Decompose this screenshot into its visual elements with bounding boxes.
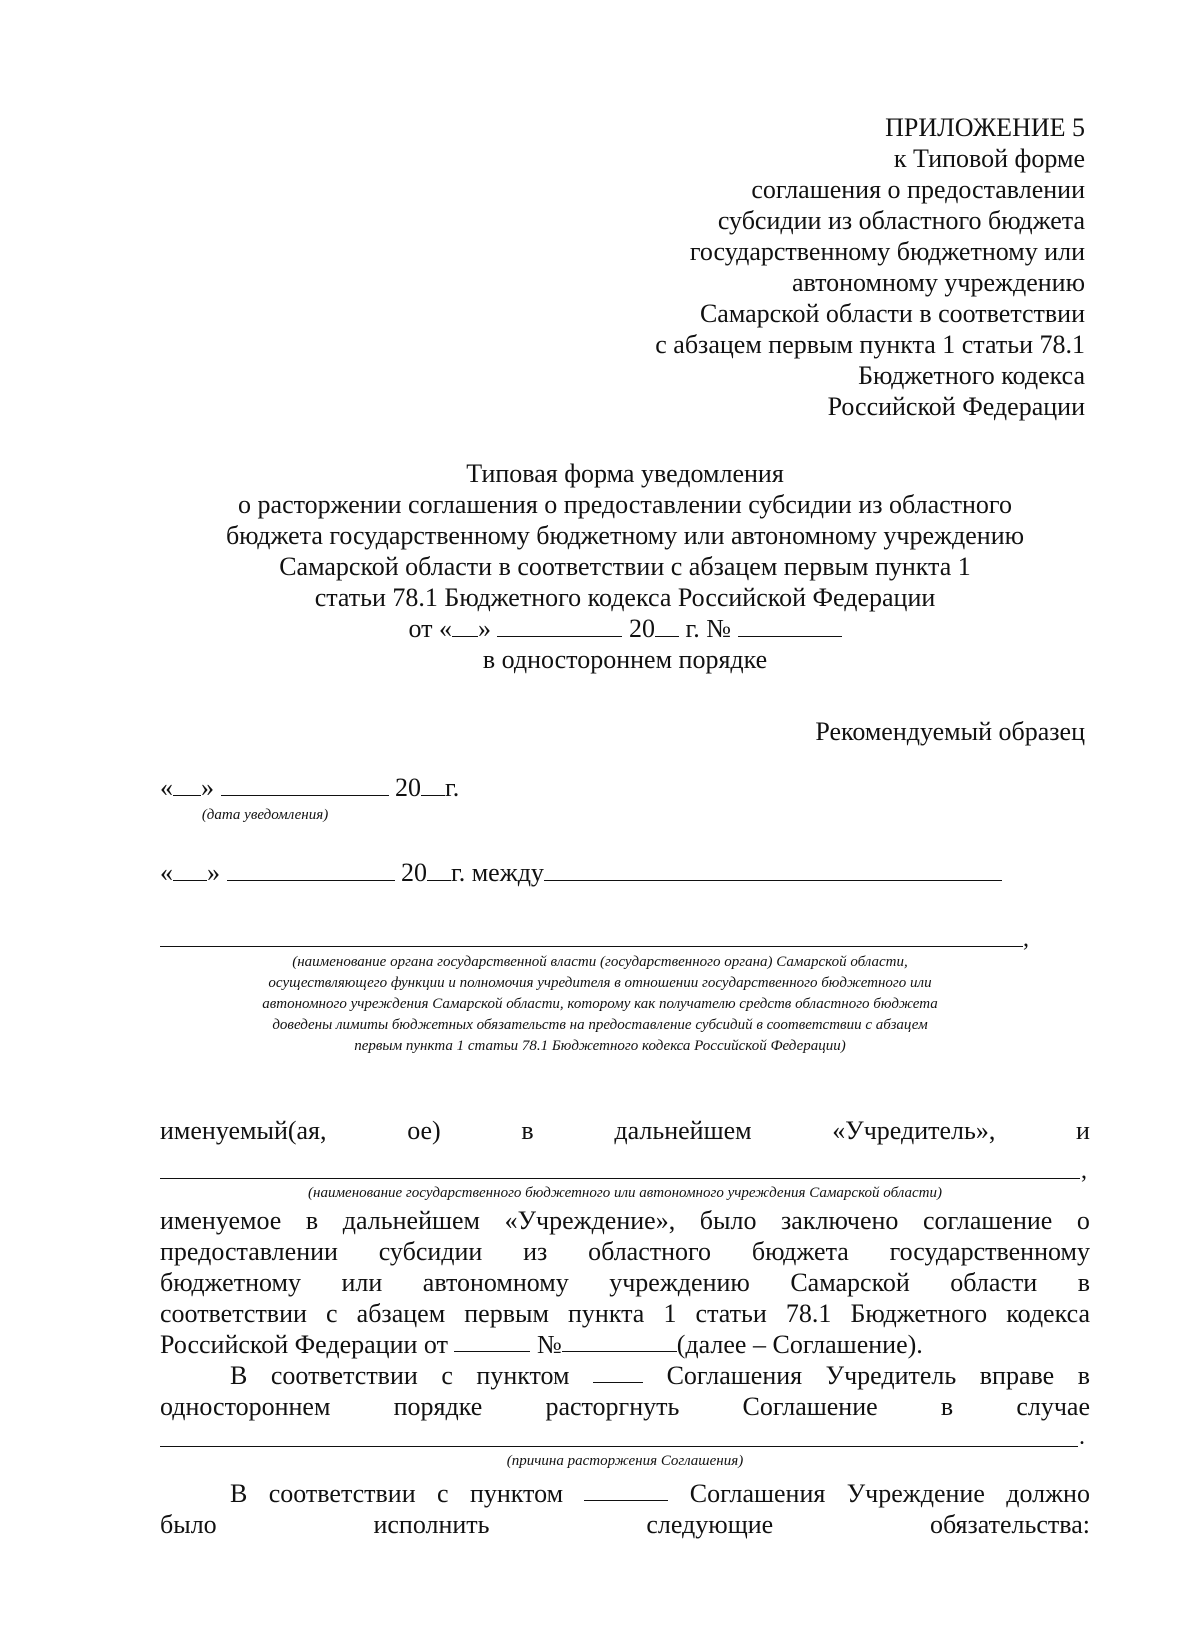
word: или [341, 1268, 383, 1297]
title-line: бюджета государственному бюджетному или автономному учреждению [225, 521, 1025, 550]
word: кодекса [1006, 1299, 1090, 1328]
word: в [1077, 1361, 1090, 1390]
caption-line: доведены лимиты бюджетных обязательств на предоставление субсидий в соответствии с абзацем [272, 1017, 928, 1033]
agreement-number-blank[interactable] [562, 1329, 677, 1352]
word: с [326, 1299, 338, 1328]
appendix-line: Российской Федерации [827, 392, 1085, 421]
comma: , [1023, 926, 1029, 952]
close-quote: » [201, 773, 214, 802]
number-sign: № [536, 1330, 562, 1359]
agreement-month-blank[interactable] [227, 858, 395, 881]
agreement-date-line [160, 857, 1002, 888]
word: Бюджетного [850, 1299, 988, 1328]
founder-row [160, 1115, 1090, 1146]
word: Учредитель [825, 1361, 957, 1390]
paragraph-line [160, 1267, 1090, 1298]
word: абзацем [356, 1299, 446, 1328]
appendix-line: соглашения о предоставлении [751, 175, 1085, 204]
word: и [1076, 1116, 1090, 1145]
appendix-line: Самарской области в соответствии [699, 299, 1085, 328]
word: пунктом [469, 1479, 564, 1508]
word: учреждению [609, 1268, 750, 1297]
caption-line: (наименование органа государственной власти (государственного органа) Самарской области, [292, 954, 908, 970]
word: было [699, 1206, 757, 1235]
appendix-header [525, 112, 1085, 422]
appendix-line: государственному бюджетному или [689, 237, 1085, 266]
title-date-line [0, 613, 1200, 644]
paragraph-termination-right [160, 1360, 1090, 1422]
title-line: о расторжении соглашения о предоставлении субсидии из областного [238, 490, 1012, 519]
title-order-line: в одностороннем порядке [482, 645, 768, 674]
word: Самарской [790, 1268, 910, 1297]
founder-caption [140, 952, 1060, 1057]
word: соглашение [923, 1206, 1053, 1235]
word: «Учредитель», [832, 1116, 996, 1145]
word: первым [464, 1299, 549, 1328]
institution-name-blank[interactable] [160, 1178, 1080, 1179]
termination-reason-blank[interactable] [160, 1446, 1078, 1447]
paragraph-line [160, 1236, 1090, 1267]
agreement-date-blank[interactable] [454, 1329, 530, 1352]
caption-line: автономного учреждения Самарской области, которому как получателю средств областного бюджета [262, 996, 938, 1012]
word: В [230, 1361, 248, 1390]
appendix-line: ПРИЛОЖЕНИЕ 5 [885, 113, 1085, 142]
paragraph-obligations [160, 1478, 1090, 1540]
word: субсидии [378, 1237, 483, 1266]
open-quote: « [160, 773, 173, 802]
clause-number-blank[interactable] [584, 1478, 668, 1501]
caption-line: первым пункта 1 статьи 78.1 Бюджетного кодекса Российской Федерации) [354, 1038, 846, 1054]
institution-caption: (наименование государственного бюджетного или автономного учреждения Самарской области) [308, 1185, 942, 1201]
notification-year: 20 [395, 773, 421, 802]
word: пункта [568, 1299, 645, 1328]
clause-number-blank[interactable] [593, 1360, 643, 1383]
word: соответствии [160, 1299, 307, 1328]
date-year: 20 [628, 614, 655, 643]
word: ое) [407, 1116, 441, 1145]
word: автономному [422, 1268, 569, 1297]
word: в [521, 1116, 534, 1145]
word: дальнейшем [614, 1116, 752, 1145]
word: именуемое [160, 1206, 282, 1235]
word: 78.1 [785, 1299, 832, 1328]
comma: , [1081, 1158, 1087, 1184]
word: бюджетному [160, 1268, 301, 1297]
word: соответствии [270, 1361, 418, 1390]
appendix-line: с абзацем первым пункта 1 статьи 78.1 [655, 330, 1085, 359]
word: пунктом [476, 1361, 570, 1390]
word: именуемый(ая, [160, 1116, 327, 1145]
word: Соглашения [666, 1361, 803, 1390]
word: дальнейшем [342, 1206, 480, 1235]
period: . [1079, 1424, 1085, 1450]
word: «Учреждение», [504, 1206, 676, 1235]
agreement-year: 20 [401, 858, 427, 887]
word: вправе [979, 1361, 1055, 1390]
word: в [305, 1206, 319, 1235]
agreement-year-suffix: г. между [451, 858, 544, 887]
word: статьи [695, 1299, 767, 1328]
paragraph-agreement [160, 1205, 1090, 1360]
recommended-sample-label: Рекомендуемый образец [815, 717, 1085, 746]
notification-date-caption: (дата уведомления) [201, 807, 329, 823]
notification-month-blank[interactable] [221, 773, 389, 796]
word: Соглашение [742, 1392, 878, 1421]
paragraph-line [160, 1205, 1090, 1236]
year-blank[interactable] [655, 614, 679, 637]
word: с [441, 1361, 453, 1390]
word: предоставлении [160, 1237, 338, 1266]
word: Учреждение [846, 1479, 985, 1508]
date-prefix: от « [408, 614, 452, 643]
word: исполнить [373, 1510, 490, 1539]
word: 1 [663, 1299, 677, 1328]
paragraph-line [160, 1329, 1090, 1360]
appendix-line: Бюджетного кодекса [858, 361, 1085, 390]
paragraph-line [160, 1391, 1090, 1422]
founder-name-blank-start[interactable] [544, 858, 1002, 881]
word: бюджета [751, 1237, 849, 1266]
paragraph-line [160, 1509, 1090, 1540]
caption-line: осуществляющего функции и полномочия учредителя в отношении государственного бюджетного или [268, 975, 932, 991]
title-line: Самарской области в соответствии с абзацем первым пункта 1 [279, 552, 971, 581]
paragraph-line [160, 1360, 1090, 1391]
word: обязательства: [929, 1510, 1090, 1539]
date-year-suffix: г. № [685, 614, 732, 643]
word: соответствии [268, 1479, 416, 1508]
month-blank[interactable] [497, 614, 622, 637]
word: Соглашения [689, 1479, 826, 1508]
close-quote: » [207, 858, 220, 887]
paragraph-line [160, 1298, 1090, 1329]
text: Российской Федерации от [160, 1330, 448, 1359]
number-blank[interactable] [738, 614, 842, 637]
title-line: Типовая форма уведомления [466, 459, 784, 488]
word: заключено [781, 1206, 899, 1235]
form-title [0, 458, 1200, 675]
word: из [523, 1237, 548, 1266]
word: одностороннем [160, 1392, 331, 1421]
day-blank[interactable] [452, 614, 478, 637]
date-quote-close: » [477, 614, 491, 643]
word: государственному [889, 1237, 1090, 1266]
word: областного [588, 1237, 712, 1266]
word: В [230, 1479, 248, 1508]
word: должно [1006, 1479, 1090, 1508]
notification-date-line [160, 772, 459, 803]
word: области [950, 1268, 1038, 1297]
word: было [160, 1510, 217, 1539]
title-line: статьи 78.1 Бюджетного кодекса Российской Федерации [314, 583, 936, 612]
notification-day-blank[interactable] [173, 773, 201, 796]
agreement-day-blank[interactable] [173, 858, 207, 881]
word: случае [1016, 1392, 1090, 1421]
termination-reason-caption: (причина расторжения Соглашения) [506, 1453, 744, 1469]
notification-year-suffix: г. [445, 773, 460, 802]
open-quote: « [160, 858, 173, 887]
word: в [940, 1392, 954, 1421]
word: порядке [393, 1392, 483, 1421]
paragraph-line [160, 1478, 1090, 1509]
appendix-line: к Типовой форме [893, 144, 1085, 173]
word: следующие [646, 1510, 774, 1539]
word: расторгнуть [545, 1392, 680, 1421]
word: о [1076, 1206, 1090, 1235]
appendix-line: субсидии из областного бюджета [717, 206, 1085, 235]
appendix-line: автономному учреждению [791, 268, 1085, 297]
notification-year-blank[interactable] [421, 773, 445, 796]
text: (далее – Соглашение). [676, 1330, 923, 1359]
word: с [437, 1479, 449, 1508]
agreement-year-blank[interactable] [427, 858, 451, 881]
word: в [1077, 1268, 1090, 1297]
founder-name-blank[interactable] [160, 946, 1023, 947]
